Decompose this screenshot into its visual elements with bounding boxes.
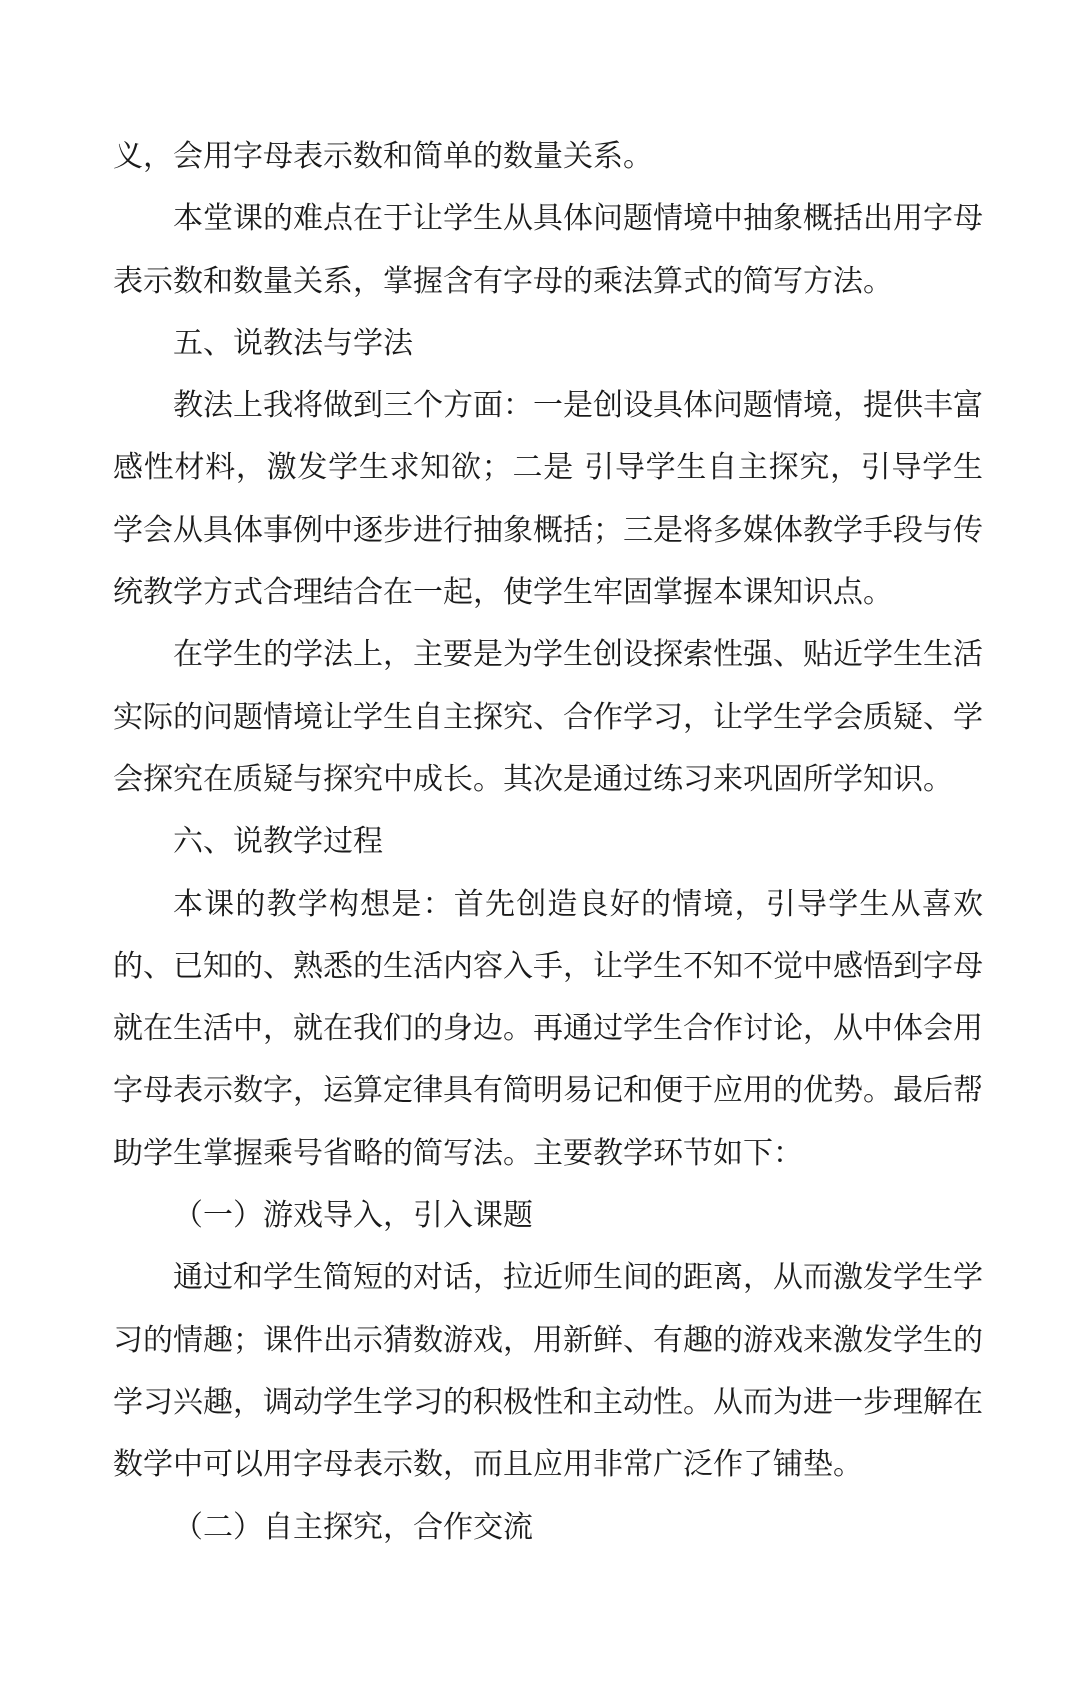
section-heading-process: 六、说教学过程: [173, 824, 383, 860]
paragraph-teaching-methods: 教法上我将做到三个方面：一是创设具体问题情境，提供丰富感性材料，激发学生求知欲；二是 引导学生自主探究，引导学生学会从具体事例中逐步进行抽象概括；三是将多媒体教学手段与传统教学方式合理结合在一起，使学生牢固掌握本课知识点。: [113, 388, 983, 611]
section-heading-methods: 五、说教法与学法: [173, 325, 413, 361]
paragraph-game-intro: 通过和学生简短的对话，拉近师生间的距离，从而激发学生学习的情趣；课件出示猜数游戏，用新鲜、有趣的游戏来激发学生的学习兴趣，调动学生学习的积极性和主动性。从而为进一步理解在数学中可以用字母表示数，而且应用非常广泛作了铺垫。: [113, 1260, 983, 1483]
subheading-self-exploration: （二）自主探究，合作交流: [173, 1509, 533, 1545]
paragraph-teaching-concept: 本课的教学构想是：首先创造良好的情境，引导学生从喜欢的、已知的、熟悉的生活内容入手，让学生不知不觉中感悟到字母就在生活中，就在我们的身边。再通过学生合作讨论，从中体会用字母表示数字，运算定律具有简明易记和便于应用的优势。最后帮助学生掌握乘号省略的简写法。主要教学环节如下：: [113, 886, 983, 1171]
paragraph-learning-methods: 在学生的学法上，主要是为学生创设探索性强、贴近学生生活实际的问题情境让学生自主探究、合作学习，让学生学会质疑、学会探究在质疑与探究中成长。其次是通过练习来巩固所学知识。: [113, 637, 983, 797]
document-body: [113, 126, 983, 1559]
subheading-game-intro: （一）游戏导入，引入课题: [173, 1198, 533, 1234]
paragraph-difficulty: 本堂课的难点在于让学生从具体问题情境中抽象概括出用字母表示数和数量关系，掌握含有字母的乘法算式的简写方法。: [113, 201, 983, 299]
paragraph-continuation: 义，会用字母表示数和简单的数量关系。: [113, 139, 653, 174]
